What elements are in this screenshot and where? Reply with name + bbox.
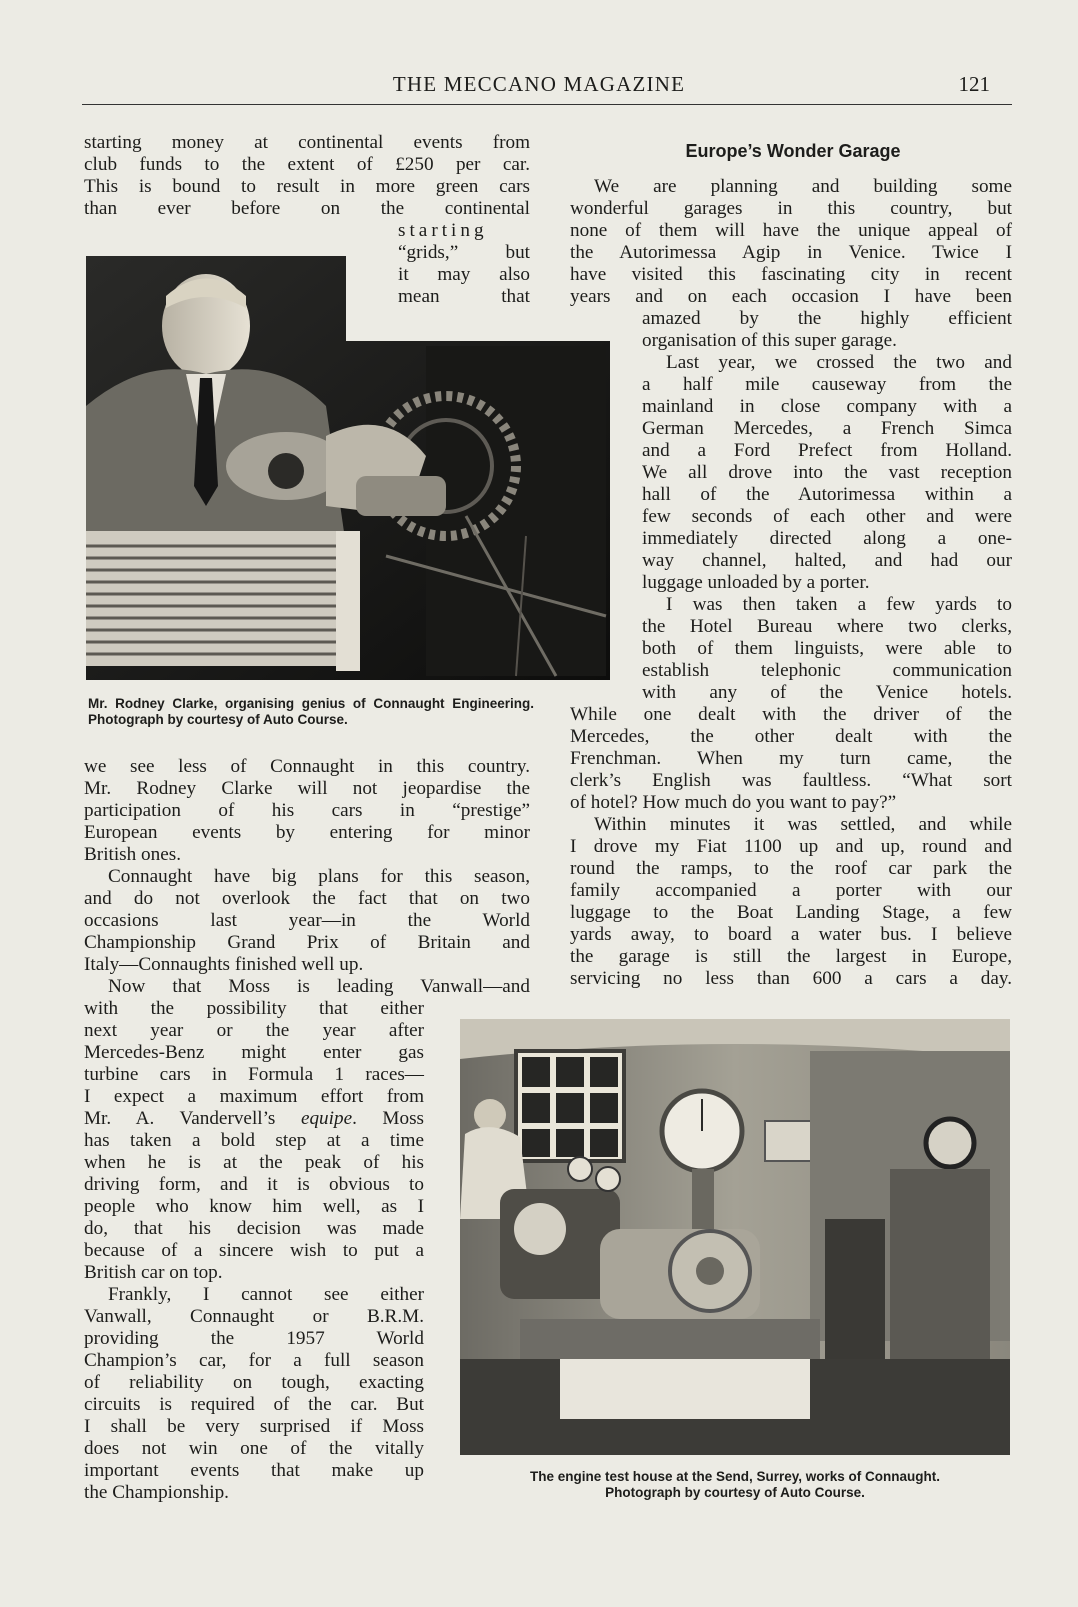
right-wrap-text xyxy=(642,308,1012,704)
text-line: German Mercedes, a French Simca xyxy=(642,418,1012,439)
text-line: turbine cars in Formula 1 races— xyxy=(84,1064,424,1085)
text-line: club funds to the extent of £250 per car. xyxy=(84,154,530,175)
text-line: Mercedes-Benz might enter gas xyxy=(84,1042,424,1063)
text-line: people who know him well, as I xyxy=(84,1196,424,1217)
text-line: Mercedes, the other dealt with the xyxy=(570,726,1012,747)
text-line: Last year, we crossed the two and xyxy=(666,352,1012,373)
text-line: participation of his cars in “prestige” xyxy=(84,800,530,821)
text-line: hall of the Autorimessa within a xyxy=(642,484,1012,505)
text-line: yards away, to board a water bus. I believe xyxy=(570,924,1012,945)
text-line: providing the 1957 World xyxy=(84,1328,424,1349)
right-intro-text xyxy=(570,176,1012,308)
text-fragment: . Moss xyxy=(352,1108,425,1129)
text-line: Championship Grand Prix of Britain and xyxy=(84,932,530,953)
text-line: Vanwall, Connaught or B.R.M. xyxy=(84,1306,424,1327)
text-line: and do not overlook the fact that on two xyxy=(84,888,530,909)
text-line: This is bound to result in more green cars xyxy=(84,176,530,197)
page-number: 121 xyxy=(958,72,990,96)
text-line: Within minutes it was settled, and while xyxy=(594,814,1012,835)
text-line: few seconds of each other and were xyxy=(642,506,1012,527)
text-line: I expect a maximum effort from xyxy=(84,1086,424,1107)
left-intro-text xyxy=(84,132,530,220)
header-rule xyxy=(82,104,1012,105)
text-fragment: Mr. A. Vandervell’s xyxy=(84,1108,301,1129)
text-line: have visited this fascinating city in recent xyxy=(570,264,1012,285)
text-line: the garage is still the largest in Europe, xyxy=(570,946,1012,967)
italic-word: equipe xyxy=(300,1108,353,1129)
text-line: both of them linguists, were able to xyxy=(642,638,1012,659)
section-heading: Europe’s Wonder Garage xyxy=(685,141,901,161)
text-line: We are planning and building some xyxy=(594,176,1012,197)
text-line: and a Ford Prefect from Holland. xyxy=(642,440,1012,461)
text-line: mean that xyxy=(398,286,530,307)
text-line: British ones. xyxy=(84,844,182,865)
text-line: clerk’s English was faultless. “What sort xyxy=(570,770,1012,791)
text-line: we see less of Connaught in this country. xyxy=(84,756,530,777)
text-line: I was then taken a few yards to xyxy=(666,594,1012,615)
text-line: important events that make up xyxy=(84,1460,424,1481)
text-line: family accompanied a porter with our xyxy=(570,880,1012,901)
text-line: has taken a bold step at a time xyxy=(84,1130,424,1151)
text-line: Mr. Rodney Clarke will not jeopardise the xyxy=(84,778,530,799)
text-line: establish telephonic communication xyxy=(642,660,1012,681)
left-narrow-text xyxy=(84,998,424,1504)
text-line: organisation of this super garage. xyxy=(642,330,897,351)
text-line: European events by entering for minor xyxy=(84,822,530,843)
text-line: luggage unloaded by a porter. xyxy=(642,572,870,593)
text-line: wonderful garages in this country, but xyxy=(570,198,1012,219)
text-line: Frankly, I cannot see either xyxy=(108,1284,424,1305)
rodney-clarke-photo xyxy=(86,256,610,680)
text-line: While one dealt with the driver of the xyxy=(570,704,1012,725)
text-line: We all drove into the vast reception xyxy=(642,462,1012,483)
text-line: immediately directed along a one- xyxy=(642,528,1012,549)
equipe-line xyxy=(84,1108,424,1130)
right-bottom-text xyxy=(570,704,1012,990)
text-line: mainland in close company with a xyxy=(642,396,1012,417)
engine-test-house-caption xyxy=(460,1469,1010,1501)
magazine-title: THE MECCANO MAGAZINE xyxy=(392,72,686,96)
text-line: do, that his decision was made xyxy=(84,1218,424,1239)
text-line: because of a sincere wish to put a xyxy=(84,1240,424,1261)
left-mid-text xyxy=(84,756,530,998)
text-line: amazed by the highly efficient xyxy=(642,308,1012,329)
text-line: way channel, halted, and had our xyxy=(642,550,1012,571)
text-line: a half mile causeway from the xyxy=(642,374,1012,395)
text-line: of hotel? How much do you want to pay?” xyxy=(570,792,897,813)
text-line: when he is at the peak of his xyxy=(84,1152,424,1173)
text-line: the Autorimessa Agip in Venice. Twice I xyxy=(570,242,1012,263)
text-line: luggage to the Boat Landing Stage, a few xyxy=(570,902,1012,923)
text-line: British car on top. xyxy=(84,1262,223,1283)
text-line: none of them will have the unique appeal of xyxy=(570,220,1012,241)
text-line: with the possibility that either xyxy=(84,998,424,1019)
text-line: the Hotel Bureau where two clerks, xyxy=(642,616,1012,637)
text-line: Connaught have big plans for this season, xyxy=(108,866,530,887)
text-line: round the ramps, to the roof car park the xyxy=(570,858,1012,879)
text-line: circuits is required of the car. But xyxy=(84,1394,424,1415)
text-line: starting money at continental events from xyxy=(84,132,530,153)
text-line: occasions last year—in the World xyxy=(84,910,530,931)
caption-line: The engine test house at the Send, Surrey, works of Connaught. xyxy=(529,1469,941,1484)
caption-line: Photograph by courtesy of Auto Course. xyxy=(605,1485,865,1500)
text-line: I shall be very surprised if Moss xyxy=(84,1416,424,1437)
text-line: Now that Moss is leading Vanwall—and xyxy=(108,976,530,997)
text-line: starting xyxy=(398,220,488,241)
text-line: Champion’s car, for a full season xyxy=(84,1350,424,1371)
text-line: driving form, and it is obvious to xyxy=(84,1174,424,1195)
text-line: servicing no less than 600 a cars a day. xyxy=(570,968,1012,989)
text-line: does not win one of the vitally xyxy=(84,1438,424,1459)
text-line: “grids,” but xyxy=(398,242,530,263)
text-line: with any of the Venice hotels. xyxy=(642,682,1012,703)
text-line: Frenchman. When my turn came, the xyxy=(570,748,1012,769)
text-line: the Championship. xyxy=(84,1482,229,1503)
text-line: I drove my Fiat 1100 up and up, round and xyxy=(570,836,1012,857)
text-line: years and on each occasion I have been xyxy=(570,286,1012,307)
text-line: Italy—Connaughts finished well up. xyxy=(84,954,364,975)
text-line: than ever before on the continental xyxy=(84,198,530,219)
text-line: of reliability on tough, exacting xyxy=(84,1372,424,1393)
text-line: it may also xyxy=(398,264,530,285)
rodney-clarke-caption: Mr. Rodney Clarke, organising genius of Connaught Engineering. Photograph by courtesy of Auto Course. xyxy=(88,696,534,727)
text-line: next year or the year after xyxy=(84,1020,424,1041)
engine-test-house-photo xyxy=(460,1019,1010,1455)
